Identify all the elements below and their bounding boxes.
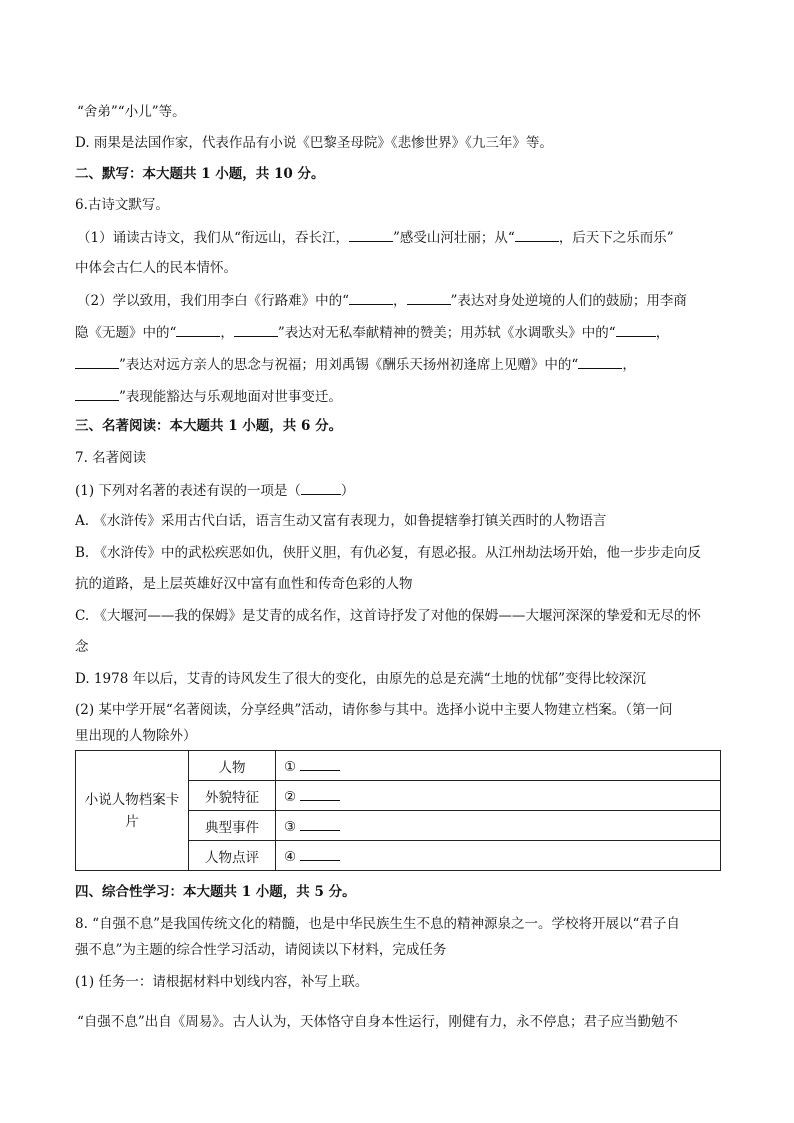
text-segment: ， bbox=[622, 357, 636, 373]
question-7-title: 7. 名著阅读 bbox=[75, 450, 147, 466]
answer-blank[interactable] bbox=[300, 846, 340, 861]
text-segment: ， bbox=[393, 293, 407, 309]
answer-blank[interactable] bbox=[75, 386, 119, 401]
row-value[interactable] bbox=[276, 811, 721, 841]
row-marker: ① bbox=[284, 759, 297, 775]
answer-blank[interactable] bbox=[578, 354, 622, 369]
question-6-part2-line1 bbox=[77, 290, 727, 311]
answer-blank[interactable] bbox=[300, 756, 340, 771]
table-row bbox=[76, 751, 721, 781]
question-6-title: 6.古诗文默写。 bbox=[75, 197, 169, 213]
text-segment: （1）诵读古诗文，我们从“衔远山，吞长江， bbox=[77, 230, 349, 246]
row-value[interactable] bbox=[276, 841, 721, 871]
question-6-part1-line1 bbox=[77, 227, 727, 248]
question-8-line2: 强不息”为主题的综合性学习活动，请阅读以下材料，完成任务 bbox=[75, 942, 447, 958]
text-segment: ”表达对无私奉献精神的赞美；用苏轼《水调歌头》中的“ bbox=[277, 325, 616, 341]
text-segment: ”表达对身处逆境的人们的鼓励；用李商 bbox=[450, 293, 687, 309]
row-marker: ② bbox=[284, 789, 297, 805]
section-heading-3: 三、名著阅读：本大题共 1 小题，共 6 分。 bbox=[75, 418, 343, 434]
option-b-line1: B. 《水浒传》中的武松疾恶如仇，侠肝义胆，有仇必复，有恩必报。从江州劫法场开始，他一步步走向反 bbox=[75, 545, 702, 561]
option-c-line1: C. 《大堰河——我的保姆》是艾青的成名作，这首诗抒发了对他的保姆——大堰河深深的挚爱和无尽的怀 bbox=[75, 608, 701, 624]
option-d: D. 1978 年以后，艾青的诗风发生了很大的变化，由原先的总是充满“土地的忧郁”变得比较深沉 bbox=[75, 671, 646, 687]
answer-blank[interactable] bbox=[300, 786, 340, 801]
answer-blank[interactable] bbox=[616, 322, 656, 337]
row-label: 人物点评 bbox=[189, 841, 276, 871]
option-a: A. 《水浒传》采用古代白话，语言生动又富有表现力，如鲁提辖拳打镇关西时的人物语言 bbox=[75, 513, 607, 529]
question-7-part2-line1: (2) 某中学开展“名著阅读，分享经典”活动，请你参与其中。选择小说中主要人物建立档案。（第一问 bbox=[75, 702, 673, 718]
row-label: 外貌特征 bbox=[189, 781, 276, 811]
answer-blank[interactable] bbox=[176, 322, 220, 337]
text-segment: ，后天下之乐而乐” bbox=[558, 230, 674, 246]
option-c-line2: 念 bbox=[75, 639, 89, 655]
text-line: “舍弟”“小儿”等。 bbox=[77, 104, 186, 120]
text-segment: ） bbox=[340, 483, 355, 499]
text-segment: ”感受山河壮丽；从“ bbox=[393, 230, 515, 246]
section-heading-2: 二、默写：本大题共 1 小题，共 10 分。 bbox=[75, 166, 325, 182]
text-segment: ”表达对远方亲人的思念与祝福；用刘禹锡《酬乐天扬州初逢席上见赠》中的“ bbox=[119, 357, 579, 373]
answer-blank[interactable] bbox=[234, 322, 278, 337]
answer-blank[interactable] bbox=[349, 290, 393, 305]
row-marker: ④ bbox=[284, 849, 297, 865]
question-7-part2-line2: 里出现的人物除外） bbox=[75, 728, 197, 744]
answer-blank[interactable] bbox=[349, 227, 393, 242]
text-segment: （2）学以致用，我们用李白《行路难》中的“ bbox=[77, 293, 349, 309]
option-b-line2: 抗的道路，是上层英雄好汉中富有血性和传奇色彩的人物 bbox=[75, 576, 413, 592]
question-8-line1: 8. “自强不息”是我国传统文化的精髓，也是中华民族生生不息的精神源泉之一。学校将开展以“君子自 bbox=[75, 916, 680, 932]
answer-blank[interactable] bbox=[407, 290, 451, 305]
row-value[interactable] bbox=[276, 781, 721, 811]
answer-blank[interactable] bbox=[300, 816, 340, 831]
card-title: 小说人物档案卡片 bbox=[76, 751, 189, 871]
section-heading-4: 四、综合性学习：本大题共 1 小题，共 5 分。 bbox=[75, 884, 356, 900]
question-8-task1: (1) 任务一：请根据材料中划线内容，补写上联。 bbox=[75, 974, 369, 990]
text-segment: 隐《无题》中的“ bbox=[75, 325, 177, 341]
row-label: 人物 bbox=[189, 751, 276, 781]
answer-blank[interactable] bbox=[301, 480, 341, 495]
row-label: 典型事件 bbox=[189, 811, 276, 841]
question-6-part2-line4 bbox=[75, 386, 725, 407]
material-line1: “自强不息”出自《周易》。古人认为，天体恪守自身本性运行，刚健有力，永不停息；君子应当勤勉不 bbox=[77, 1014, 679, 1030]
row-value[interactable] bbox=[276, 751, 721, 781]
question-6-part2-line2 bbox=[75, 322, 725, 343]
text-segment: ”表现能豁达与乐观地面对世事变迁。 bbox=[119, 389, 342, 405]
text-segment: (1) 下列对名著的表述有误的一项是（ bbox=[75, 483, 301, 499]
question-6-part2-line3 bbox=[75, 354, 725, 375]
text-segment: ， bbox=[220, 325, 234, 341]
character-profile-card bbox=[75, 750, 721, 871]
text-segment: ， bbox=[655, 325, 670, 341]
question-7-part1 bbox=[75, 480, 725, 501]
answer-blank[interactable] bbox=[75, 354, 119, 369]
answer-blank[interactable] bbox=[515, 227, 559, 242]
question-6-part1-line2: 中体会古仁人的民本情怀。 bbox=[75, 260, 237, 276]
row-marker: ③ bbox=[284, 819, 297, 835]
option-d-line: D. 雨果是法国作家，代表作品有小说《巴黎圣母院》《悲惨世界》《九三年》等。 bbox=[75, 135, 553, 151]
